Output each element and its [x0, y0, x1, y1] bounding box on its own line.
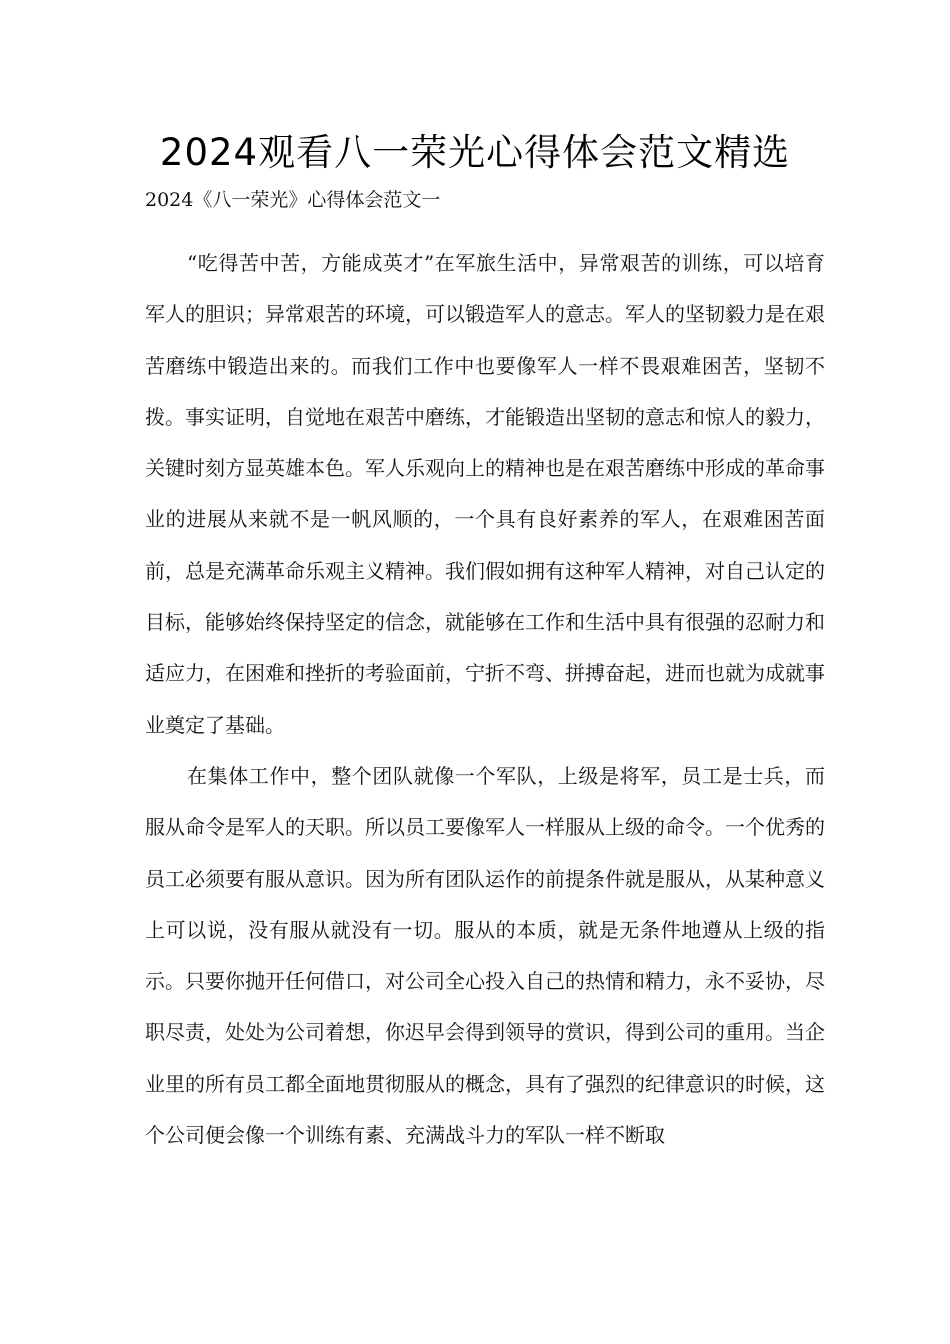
document-title: 2024观看八一荣光心得体会范文精选 — [159, 131, 791, 174]
document-body — [145, 238, 825, 1161]
paragraph: “吃得苦中苦，方能成英才”在军旅生活中，异常艰苦的训练，可以培育军人的胆识；异常艰苦的环境，可以锻造军人的意志。军人的坚韧毅力是在艰苦磨练中锻造出来的。而我们工作中也要像军人一样不畏艰难困苦，坚韧不拨。事实证明，自觉地在艰苦中磨练，才能锻造出坚韧的意志和惊人的毅力，关键时刻方显英雄本色。军人乐观向上的精神也是在艰苦磨练中形成的革命事业的进展从来就不是一帆风顺的，一个具有良好素养的军人，在艰难困苦面前，总是充满革命乐观主义精神。我们假如拥有这种军人精神，对自己认定的目标，能够始终保持坚定的信念，就能够在工作和生活中具有很强的忍耐力和适应力，在困难和挫折的考验面前，宁折不弯、拼搏奋起，进而也就为成就事业奠定了基础。 — [145, 251, 825, 737]
document-subtitle: 2024《八一荣光》心得体会范文一 — [145, 189, 441, 211]
paragraph: 在集体工作中，整个团队就像一个军队，上级是将军，员工是士兵，而服从命令是军人的天职。所以员工要像军人一样服从上级的命令。一个优秀的员工必须要有服从意识。因为所有团队运作的前提条件就是服从，从某种意义上可以说，没有服从就没有一切。服从的本质，就是无条件地遵从上级的指示。只要你抛开任何借口，对公司全心投入自己的热情和精力，永不妥协，尽职尽责，处处为公司着想，你迟早会得到领导的赏识，得到公司的重用。当企业里的所有员工都全面地贯彻服从的概念，具有了强烈的纪律意识的时候，这个公司便会像一个训练有素、充满战斗力的军队一样不断取 — [145, 763, 825, 1148]
